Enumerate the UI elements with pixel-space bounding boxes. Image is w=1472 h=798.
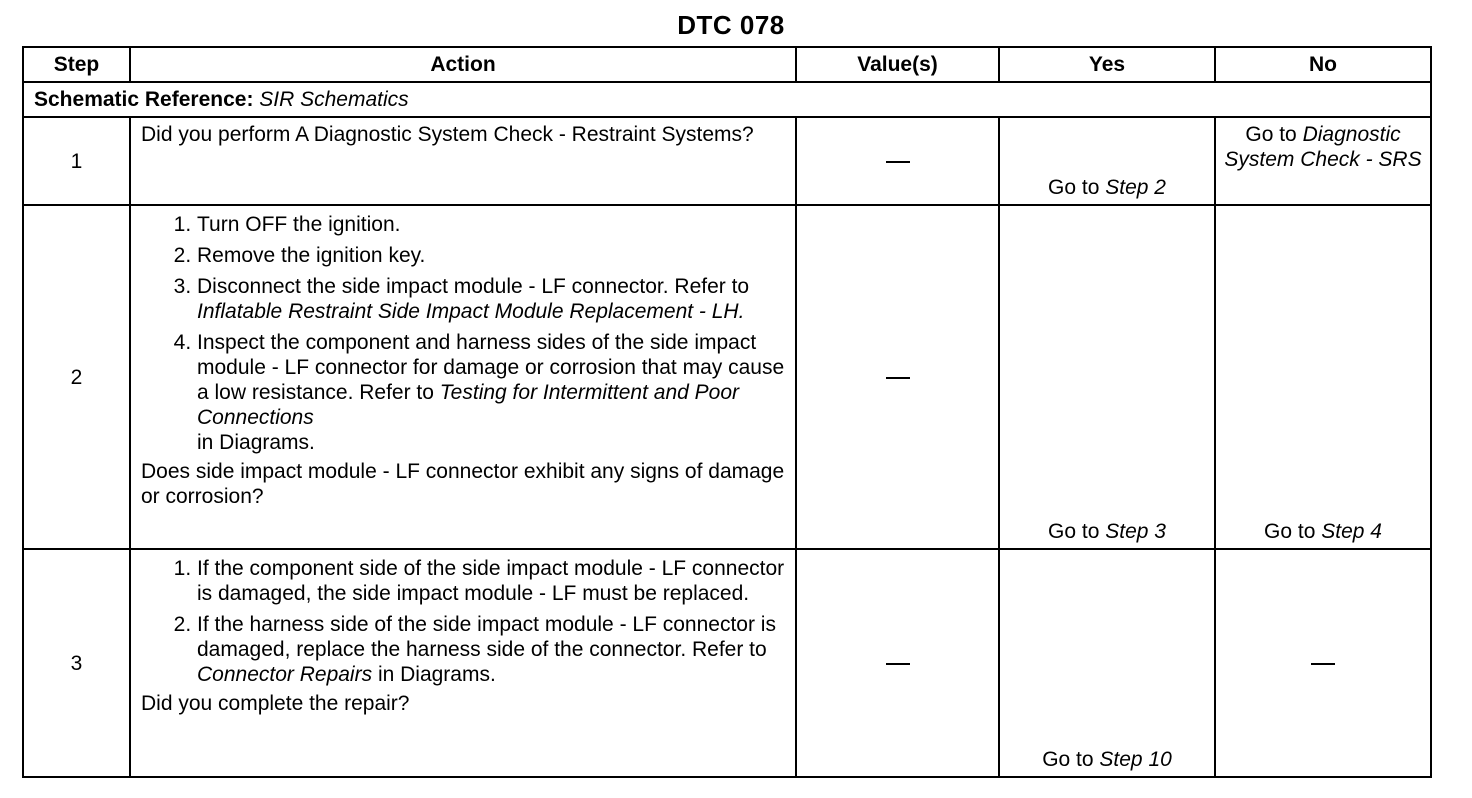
yes-prefix: Go to: [1042, 748, 1094, 771]
list-item: 3. Disconnect the side impact module - LF connector. Refer to Inflatable Restraint Side Impact Module Replacement - LH.: [197, 274, 785, 324]
action-cell: [130, 549, 796, 777]
reference-link[interactable]: Testing for Intermittent and Poor Connections: [197, 381, 740, 429]
header-action: Action: [130, 47, 796, 82]
diagnostic-table: [22, 46, 1432, 778]
yes-prefix: Go to: [1048, 520, 1100, 543]
step-number: 1: [23, 117, 130, 205]
header-no: No: [1215, 47, 1431, 82]
yes-cell: [999, 205, 1215, 549]
no-link[interactable]: Step 4: [1321, 520, 1382, 543]
page-title: DTC 078: [677, 10, 785, 40]
dash-mark: [886, 663, 910, 665]
list-item: 1. If the component side of the side impact module - LF connector is damaged, the side impact module - LF must be replaced.: [197, 556, 785, 606]
action-cell: [130, 205, 796, 549]
header-values: Value(s): [796, 47, 999, 82]
dash-mark: [886, 161, 910, 163]
list-item: 2. Remove the ignition key.: [197, 243, 785, 268]
table-row: [23, 117, 1431, 205]
step-number: 2: [23, 205, 130, 549]
step-question: Did you perform A Diagnostic System Check - Restraint Systems?: [141, 123, 754, 146]
list-item: 2. If the harness side of the side impact module - LF connector is damaged, replace the harness side of the connector. Refer to Connector Repairs in Diagrams.: [197, 612, 785, 687]
no-prefix: Go to: [1264, 520, 1316, 543]
dash-mark: [886, 377, 910, 379]
yes-cell: [999, 549, 1215, 777]
step-number: 3: [23, 549, 130, 777]
dash-mark: [1311, 663, 1335, 665]
step-question: Does side impact module - LF connector exhibit any signs of damage or corrosion?: [141, 460, 785, 508]
yes-cell: [999, 117, 1215, 205]
reference-link[interactable]: Inflatable Restraint Side Impact Module Replacement - LH.: [197, 300, 745, 323]
table-row: [23, 549, 1431, 777]
no-link[interactable]: Diagnostic System Check - SRS: [1224, 123, 1422, 171]
no-prefix: Go to: [1245, 123, 1297, 146]
schematic-reference: [23, 82, 1431, 117]
no-cell: [1215, 549, 1431, 777]
list-item: 4. Inspect the component and harness sides of the side impact module - LF connector for damage or corrosion that may cause a low resistance. Refer to Testing for Intermittent and Poor Connections in Diagrams.: [197, 330, 785, 455]
step-list: [141, 556, 785, 687]
schematic-label: Schematic Reference:: [34, 88, 254, 111]
schematic-row: [23, 82, 1431, 117]
header-step: Step: [23, 47, 130, 82]
schematic-link[interactable]: SIR Schematics: [259, 88, 409, 111]
yes-link[interactable]: Step 2: [1105, 176, 1166, 199]
step-list: [141, 212, 785, 455]
yes-link[interactable]: Step 3: [1105, 520, 1166, 543]
value-cell: [796, 205, 999, 549]
step-question: Did you complete the repair?: [141, 692, 410, 715]
no-cell: [1215, 205, 1431, 549]
yes-link[interactable]: Step 10: [1099, 748, 1172, 771]
reference-link[interactable]: Connector Repairs: [197, 663, 373, 686]
table-row: [23, 205, 1431, 549]
action-cell: [130, 117, 796, 205]
list-item: 1. Turn OFF the ignition.: [197, 212, 785, 237]
table-header-row: [23, 47, 1431, 82]
no-cell: [1215, 117, 1431, 205]
value-cell: [796, 549, 999, 777]
value-cell: [796, 117, 999, 205]
yes-prefix: Go to: [1048, 176, 1100, 199]
header-yes: Yes: [999, 47, 1215, 82]
